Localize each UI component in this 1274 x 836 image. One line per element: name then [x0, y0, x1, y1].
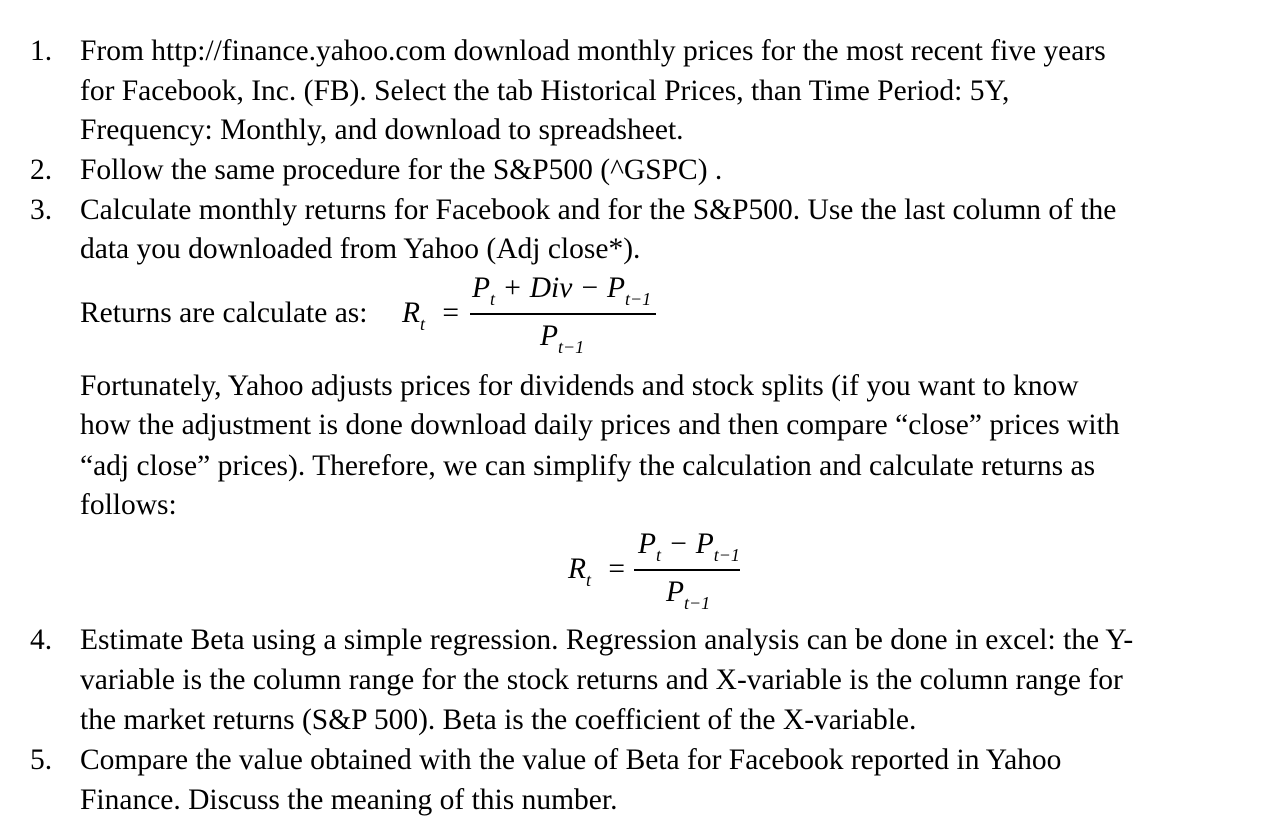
formula-1-equals: = — [442, 297, 460, 329]
formula-1-numerator — [472, 268, 651, 311]
formula-1-num-p: P — [472, 272, 491, 304]
formula-1-fraction-bar — [470, 313, 656, 315]
item-5-line-1: Compare the value obtained with the value of Beta for Facebook reported in Yahoo — [80, 744, 1062, 776]
item-3-after-line-4: follows: — [80, 489, 177, 521]
formula-2-num-p: P — [638, 528, 657, 560]
formula-2-num-p2: P — [695, 528, 714, 560]
item-1-line-3: Frequency: Monthly, and download to spreadsheet. — [80, 114, 684, 146]
formula-1-den-p: P — [540, 320, 559, 352]
formula-1-num-p-sub: t — [490, 289, 496, 309]
formula-1-num-p2: P — [606, 272, 625, 304]
item-5-number: 5. — [30, 744, 53, 776]
formula-2-num-p2-sub: t−1 — [713, 545, 740, 565]
item-3-after-line-3: “adj close” prices). Therefore, we can simplify the calculation and calculate returns as — [80, 450, 1096, 482]
formula-2-denominator — [666, 572, 710, 615]
item-3-line-2: data you downloaded from Yahoo (Adj close*). — [80, 233, 641, 265]
item-1-line-1: From http://finance.yahoo.com download monthly prices for the most recent five years — [80, 35, 1106, 67]
item-2-line-1: Follow the same procedure for the S&P500 (^GSPC) . — [80, 154, 723, 186]
formula-2-den-p-sub: t−1 — [684, 593, 711, 613]
item-3-after-line-2: how the adjustment is done download daily prices and then compare “close” prices with — [80, 409, 1120, 441]
formula-1-r: R — [402, 297, 421, 329]
formula-2-num-p-sub: t — [656, 545, 662, 565]
formula-2-num-minus: − — [668, 528, 689, 560]
item-4-line-2: variable is the column range for the stock returns and X-variable is the column range for — [80, 664, 1123, 696]
formula-1-den-p-sub: t−1 — [558, 337, 585, 357]
item-1-number: 1. — [30, 35, 53, 67]
item-4-line-1: Estimate Beta using a simple regression. Regression analysis can be done in excel: the Y- — [80, 624, 1134, 656]
item-4-number: 4. — [30, 624, 53, 656]
formula-2-equals: = — [608, 553, 626, 585]
formula-2-numerator — [638, 524, 740, 567]
formula-2-r-sub: t — [586, 570, 592, 590]
formula-2-lhs — [568, 549, 625, 592]
formula-1-num-div: + Div − — [502, 272, 600, 304]
formula-1-lhs — [402, 293, 459, 336]
formula-1-r-sub: t — [420, 314, 426, 334]
item-1-line-2: for Facebook, Inc. (FB). Select the tab Historical Prices, than Time Period: 5Y, — [80, 75, 1010, 107]
formula-2-fraction-bar — [634, 569, 740, 571]
item-5-line-2: Finance. Discuss the meaning of this number. — [80, 784, 618, 816]
formula-1-denominator — [540, 316, 584, 359]
item-2-number: 2. — [30, 154, 53, 186]
formula-2-den-p: P — [666, 576, 685, 608]
formula-2-r: R — [568, 553, 587, 585]
item-3-line-1: Calculate monthly returns for Facebook and for the S&P500. Use the last column of the — [80, 194, 1117, 226]
item-3-after-line-1: Fortunately, Yahoo adjusts prices for dividends and stock splits (if you want to know — [80, 370, 1079, 402]
item-4-line-3: the market returns (S&P 500). Beta is the coefficient of the X-variable. — [80, 704, 917, 736]
item-3-number: 3. — [30, 194, 53, 226]
formula-lead-text: Returns are calculate as: — [80, 297, 368, 329]
formula-1-num-p2-sub: t−1 — [625, 289, 652, 309]
